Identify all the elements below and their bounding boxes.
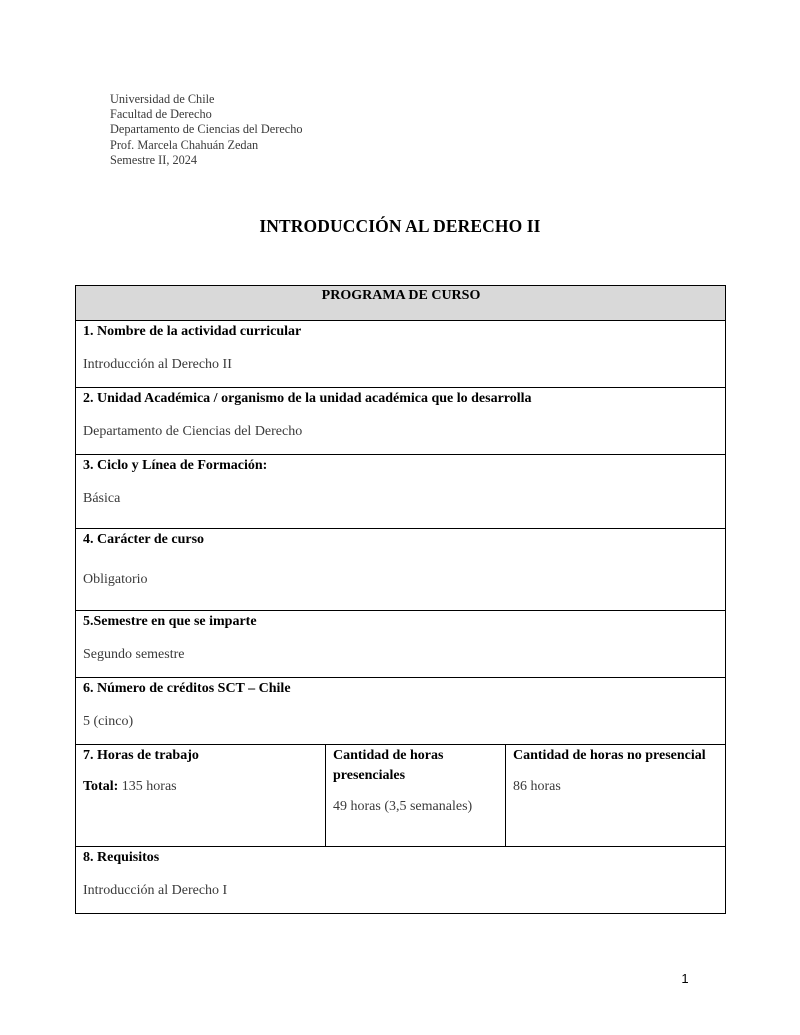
page-number: 1 [681,971,689,986]
hours-presencial-cell [326,745,506,847]
section-value: Básica [83,491,121,506]
hours-presencial-label: Cantidad de horas presenciales [333,748,444,783]
hours-total [83,777,319,797]
header-faculty: Facultad de Derecho [110,107,212,122]
header-university: Universidad de Chile [110,92,215,106]
section-label: 4. Carácter de curso [83,532,205,547]
requirements-label: 8. Requisitos [83,850,160,865]
header-department: Departamento de Ciencias del Derecho [110,122,303,137]
section-value: Obligatorio [83,572,148,587]
institution-header [110,92,303,168]
section-label: 3. Ciclo y Línea de Formación: [83,458,268,473]
section-label: 1. Nombre de la actividad curricular [83,324,302,339]
program-heading: PROGRAMA DE CURSO [76,286,726,321]
section-row [76,529,726,611]
hours-row [76,745,726,847]
section-value: Introducción al Derecho II [83,357,232,372]
hours-total-value: 135 horas [121,779,177,794]
hours-no-presencial-label: Cantidad de horas no presencial [513,748,706,763]
course-program-table [75,285,726,914]
section-label: 6. Número de créditos SCT – Chile [83,681,291,696]
hours-total-cell [76,745,326,847]
section-value: Segundo semestre [83,647,185,662]
hours-no-presencial-cell [506,745,726,847]
hours-presencial-value: 49 horas (3,5 semanales) [333,799,473,814]
hours-no-presencial-value: 86 horas [513,779,561,794]
section-value: 5 (cinco) [83,714,134,729]
section-value: Departamento de Ciencias del Derecho [83,424,303,439]
section-row [76,321,726,388]
requirements-row [76,847,726,914]
header-semester: Semestre II, 2024 [110,152,198,167]
section-row [76,678,726,745]
header-professor: Prof. Marcela Chahuán Zedan [110,137,259,152]
requirements-value: Introducción al Derecho I [83,883,228,898]
page-title: INTRODUCCIÓN AL DERECHO II [259,216,541,236]
section-label: 2. Unidad Académica / organismo de la unidad académica que lo desarrolla [83,391,532,406]
hours-label: 7. Horas de trabajo [83,748,199,763]
hours-total-label: Total: [83,779,119,794]
section-row [76,455,726,529]
section-row [76,388,726,455]
section-row [76,611,726,678]
section-label: 5.Semestre en que se imparte [83,614,257,629]
